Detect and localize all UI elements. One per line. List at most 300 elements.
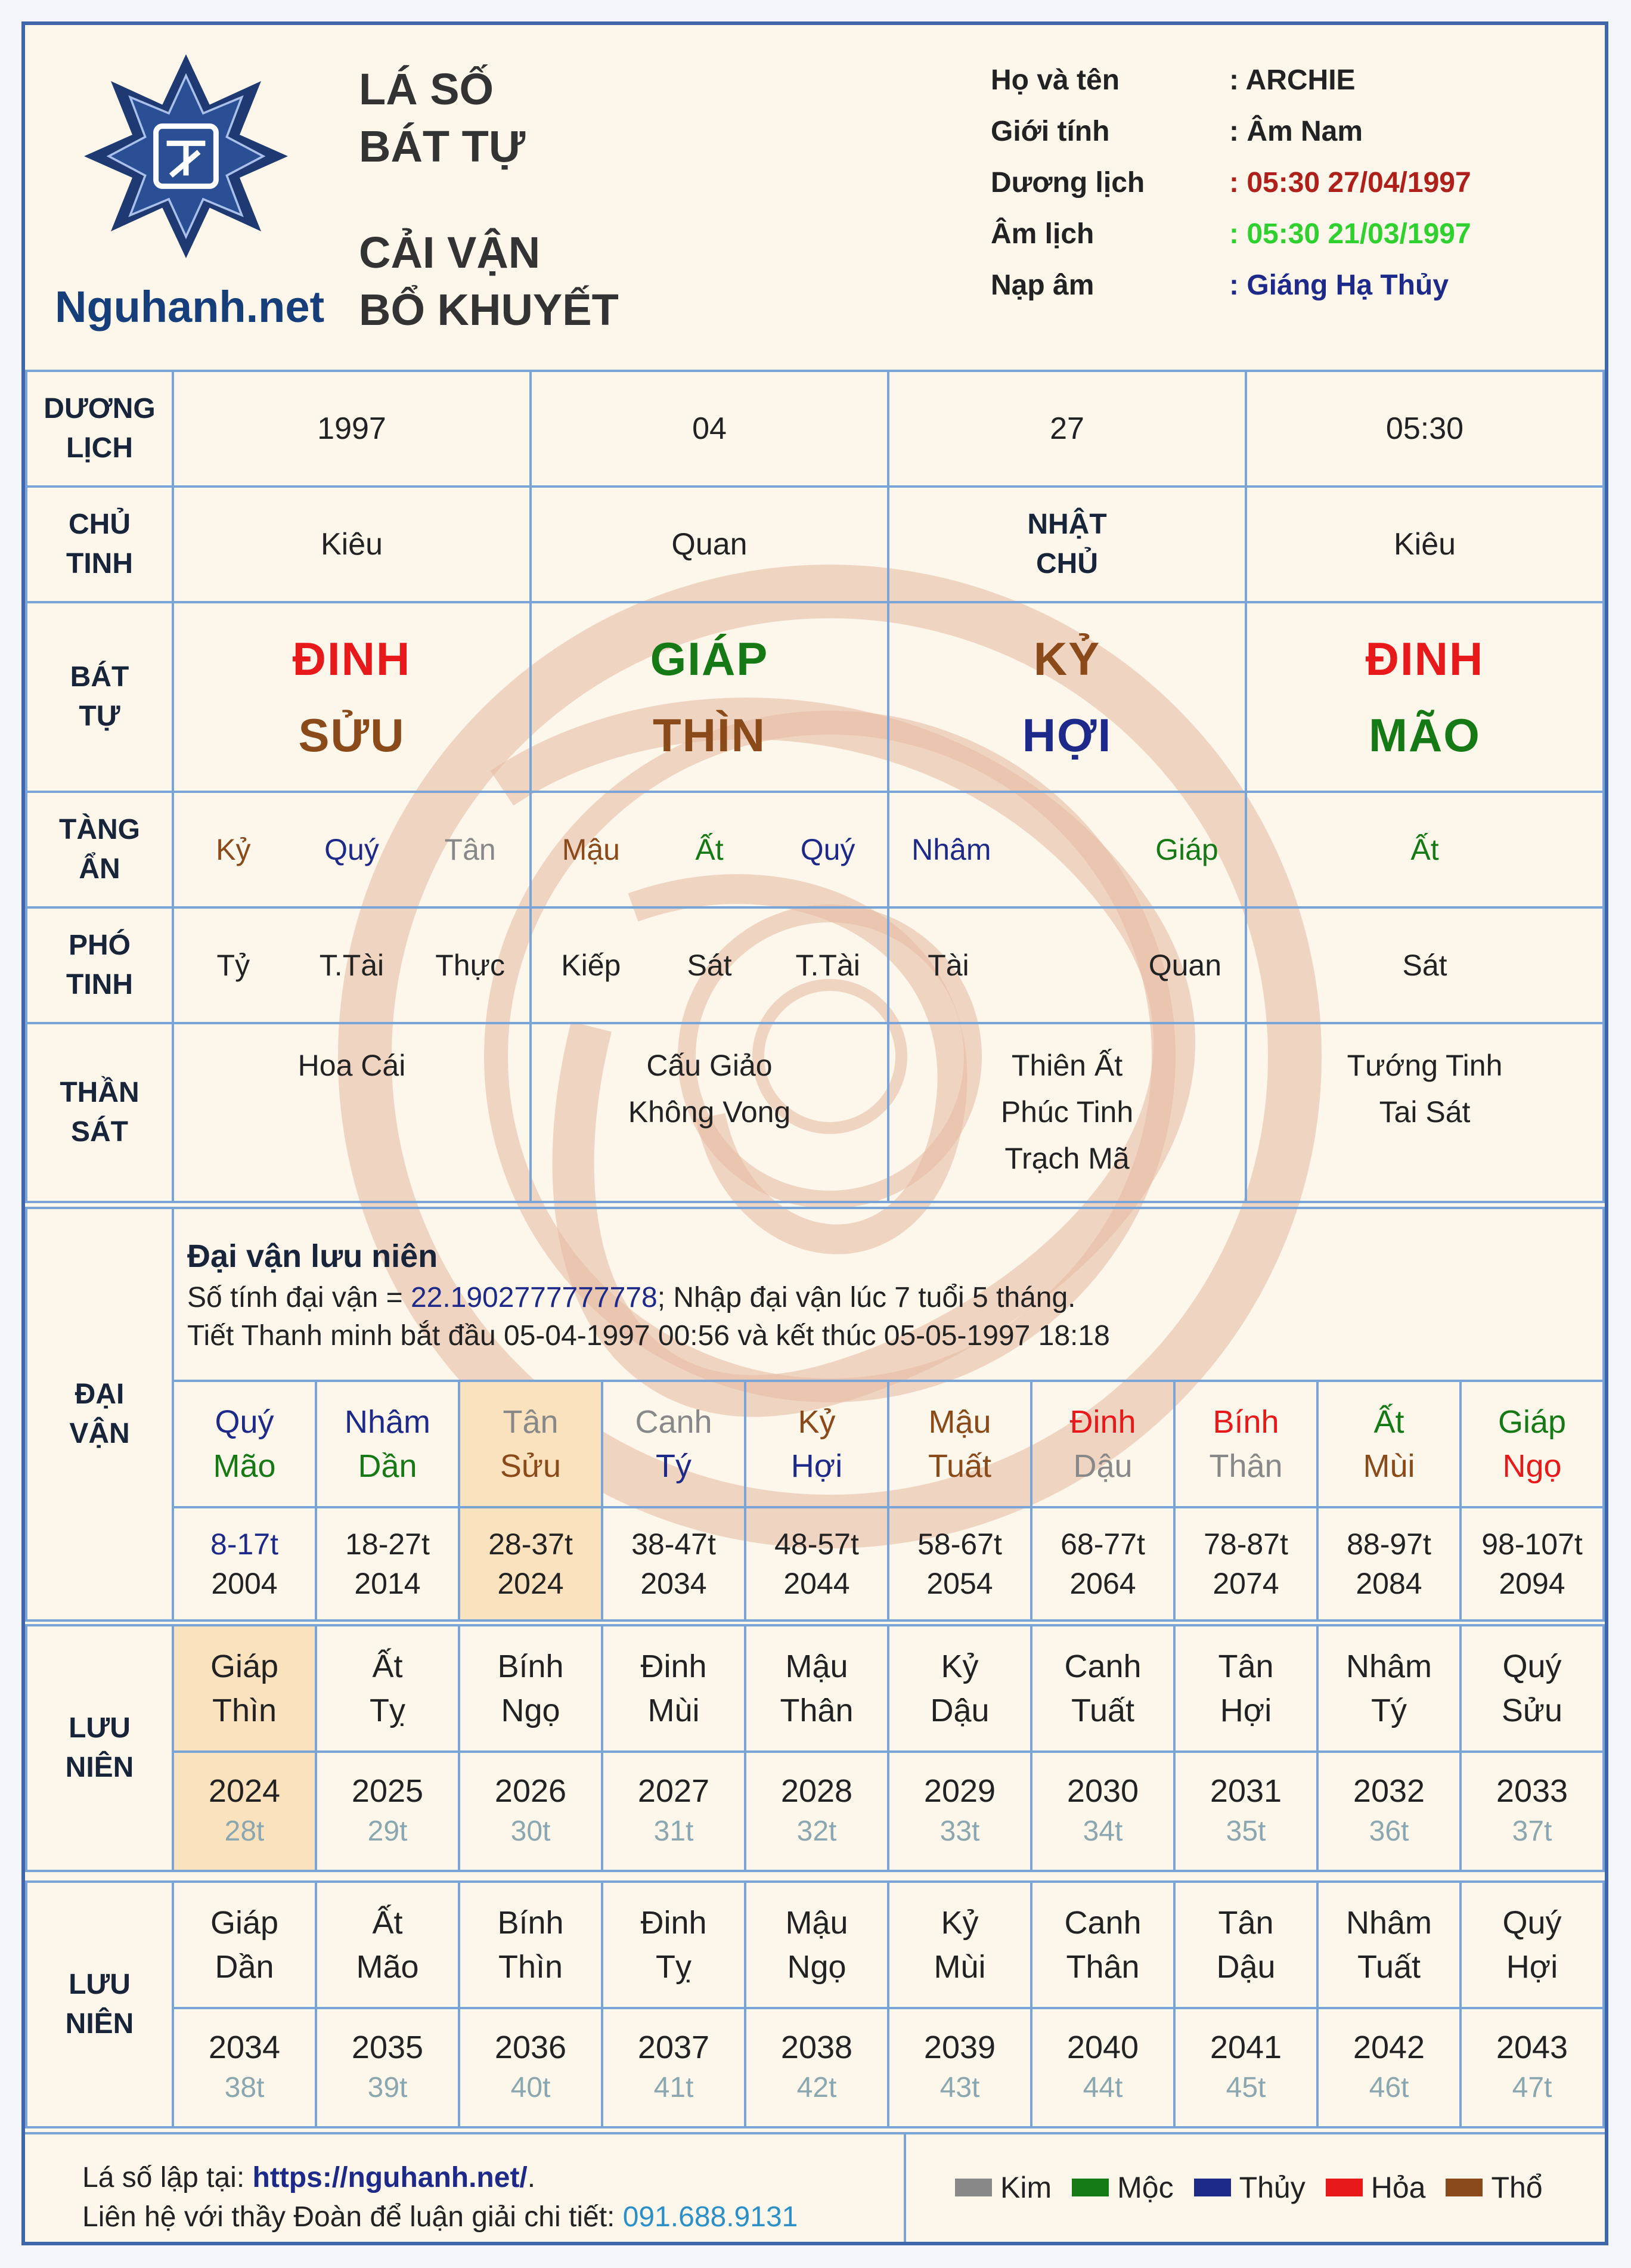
pillar-chi: HỢI: [1022, 709, 1112, 761]
title-line-3: CẢI VẬN: [359, 228, 541, 277]
luu-nien-block-1: [25, 1624, 1605, 1872]
dai-van-year: 2034: [640, 1567, 707, 1600]
row-tang-an: [26, 792, 1604, 907]
info-label: Âm lịch: [991, 218, 1094, 250]
dai-van-label-word: ĐẠI: [75, 1378, 125, 1410]
bat-tu-label: [26, 602, 173, 792]
luu-nien-canchi: [1174, 1625, 1317, 1752]
luu-nien-table-2: [25, 1880, 1605, 2128]
row-bat-tu: [26, 602, 1604, 792]
luu-nien-canchi: [1031, 1882, 1174, 2008]
pillar-can: ĐINH: [1365, 633, 1484, 685]
luu-nien-year-cell: [1461, 1752, 1604, 1871]
dai-van-year: 2094: [1499, 1567, 1565, 1600]
luu-nien-can: Mậu: [785, 1905, 848, 1941]
luu-nien-canchi: [173, 1882, 316, 2008]
row-duong-lich: [26, 371, 1604, 487]
dai-van-canchi: [173, 1381, 316, 1507]
pho-tinh-item: Tỷ: [216, 949, 250, 982]
luu-nien-can: Ất: [372, 1649, 403, 1684]
dai-van-can: Giáp: [1497, 1404, 1567, 1440]
luu-nien-age: 32t: [796, 1815, 837, 1847]
luu-nien-chi: Dần: [215, 1949, 274, 1985]
dai-van-age-cell: [1461, 1507, 1604, 1621]
dai-van-table: [25, 1207, 1605, 1622]
info-label: Nạp âm: [991, 269, 1094, 301]
tang-an-label: [26, 792, 173, 907]
pho-tinh-item: T.Tài: [795, 949, 860, 982]
title-line-4: BỔ KHUYẾT: [359, 285, 619, 334]
than-sat-item: Không Vong: [628, 1095, 791, 1129]
info-row: [991, 209, 1587, 260]
legend-item: [1194, 2170, 1306, 2205]
luu-nien-year-cell: [745, 2008, 888, 2127]
than-sat-label: [26, 1023, 173, 1202]
luu-nien-age: 46t: [1369, 2072, 1409, 2103]
bat-tu-label-word: BÁT: [70, 661, 129, 693]
tang-an-item: Kỷ: [216, 833, 251, 866]
luu-nien-can: Bính: [497, 1905, 564, 1941]
website-link[interactable]: https://nguhanh.net/: [252, 2162, 528, 2193]
pho-tinh-item: Sát: [687, 949, 732, 982]
than-sat-item: Thiên Ất: [1011, 1049, 1123, 1082]
legend-item: [1326, 2170, 1426, 2205]
luu-nien-chi: Ngọ: [501, 1693, 560, 1728]
tang-an-cell: [1246, 792, 1604, 907]
luu-nien-age: 33t: [939, 1815, 980, 1847]
dai-van-label: [26, 1208, 173, 1621]
luu-nien-label-word: NIÊN: [65, 2008, 134, 2040]
legend-item: [1072, 2170, 1173, 2205]
logo-text: Nguhanh.net: [55, 282, 325, 331]
luu-nien-age: 42t: [796, 2072, 837, 2103]
pillar: [173, 602, 531, 792]
luu-nien-year: 2032: [1353, 1773, 1425, 1809]
luu-nien-chi: Tuất: [1357, 1949, 1421, 1985]
luu-nien-can: Đinh: [640, 1649, 707, 1684]
luu-nien-year: 2042: [1353, 2030, 1425, 2065]
luu-nien-age: 35t: [1226, 1815, 1266, 1847]
luu-nien-canchi: [1317, 1625, 1461, 1752]
dai-van-age: 98-107t: [1481, 1528, 1583, 1561]
pillar-chi: MÃO: [1369, 709, 1481, 761]
pho-tinh-cell: [1246, 907, 1604, 1023]
luu-nien-canchi: [1031, 1625, 1174, 1752]
legend-item: [955, 2170, 1052, 2205]
luu-nien-year: 2030: [1066, 1773, 1139, 1809]
luu-nien-age: 41t: [653, 2072, 694, 2103]
pho-tinh-item: Tài: [928, 949, 969, 982]
dai-van-age: 8-17t: [210, 1528, 278, 1561]
luu-nien-year: 2036: [494, 2030, 567, 2065]
chart-sheet: [21, 21, 1608, 2245]
info-row: [991, 260, 1587, 311]
luu-nien-age: 30t: [510, 1815, 551, 1847]
luu-nien-canchi: [173, 1625, 316, 1752]
dai-van-can: Canh: [635, 1404, 712, 1440]
luu-nien-can: Mậu: [785, 1649, 848, 1684]
dai-van-year: 2004: [211, 1567, 278, 1600]
luu-nien-year-cell: [316, 1752, 459, 1871]
tang-an-cell: [173, 792, 531, 907]
luu-nien-chi: Hợi: [1506, 1949, 1558, 1985]
pho-tinh-label-word: PHÓ: [68, 929, 131, 961]
info-value: : Giáng Hạ Thủy: [1229, 269, 1449, 301]
chu-tinh-value: Quan: [531, 487, 888, 602]
dai-van-age-cell: [745, 1507, 888, 1621]
dai-van-can: Ất: [1373, 1404, 1404, 1440]
pillars-table: [25, 370, 1605, 1203]
luu-nien-year-cell: [745, 1752, 888, 1871]
luu-nien-label-1: [26, 1625, 173, 1871]
luu-nien-table-1: [25, 1624, 1605, 1872]
dai-van-chi: Mão: [213, 1448, 276, 1484]
dai-van-chi: Hợi: [790, 1448, 843, 1484]
luu-nien-can: Ất: [372, 1905, 403, 1941]
luu-nien-age: 36t: [1369, 1815, 1409, 1847]
luu-nien-age: 37t: [1512, 1815, 1552, 1847]
dai-van-can: Kỷ: [798, 1404, 836, 1440]
duong-lich-value: 04: [531, 371, 888, 487]
title-line-1: LÁ SỐ: [359, 64, 494, 114]
duong-lich-value: 1997: [173, 371, 531, 487]
luu-nien-age: 38t: [224, 2072, 265, 2103]
dai-van-can: Bính: [1213, 1404, 1279, 1440]
luu-nien-year-cell: [1174, 1752, 1317, 1871]
legend-label: Thổ: [1491, 2171, 1543, 2204]
dai-van-canchi: [316, 1381, 459, 1507]
dai-van-canchi: [459, 1381, 602, 1507]
luu-nien-chi: Thìn: [212, 1693, 277, 1728]
duong-lich-label-word: DƯƠNG: [44, 393, 156, 425]
dai-van-age-cell: [1317, 1507, 1461, 1621]
pillar: [888, 602, 1246, 792]
pho-tinh-cell: [888, 907, 1246, 1023]
luu-nien-chi: Ngọ: [787, 1949, 846, 1985]
dai-van-chi: Dậu: [1073, 1448, 1133, 1484]
dai-van-calc-post: ; Nhập đại vận lúc 7 tuổi 5 tháng.: [657, 1282, 1076, 1313]
luu-nien-canchi: [316, 1625, 459, 1752]
tang-an-cell: [531, 792, 888, 907]
footer-period: .: [527, 2162, 536, 2193]
luu-nien-year-cell: [888, 2008, 1031, 2127]
luu-nien-canchi: [1461, 1882, 1604, 2008]
dai-van-canchi: [602, 1381, 745, 1507]
luu-nien-can: Nhâm: [1345, 1649, 1432, 1684]
pillar-can: ĐINH: [292, 633, 411, 685]
luu-nien-can: Tân: [1218, 1905, 1274, 1941]
luu-nien-year: 2025: [351, 1773, 424, 1809]
luu-nien-chi: Tỵ: [370, 1693, 405, 1728]
dai-van-canchi: [1317, 1381, 1461, 1507]
dai-van-year: 2014: [354, 1567, 421, 1600]
contact-label: Liên hệ với thầy Đoàn để luận giải chi tiết:: [82, 2201, 623, 2233]
legend-label: Thủy: [1239, 2171, 1306, 2204]
dai-van-age: 68-77t: [1061, 1528, 1145, 1561]
luu-nien-year-cell: [173, 2008, 316, 2127]
dai-van-year: 2044: [783, 1567, 850, 1600]
dai-van-can: Nhâm: [344, 1404, 431, 1440]
chu-tinh-value: Kiêu: [173, 487, 531, 602]
dai-van-canchi: [888, 1381, 1031, 1507]
luu-nien-year: 2024: [208, 1773, 281, 1809]
dai-van-age: 28-37t: [488, 1528, 573, 1561]
dai-van-age: 38-47t: [631, 1528, 716, 1561]
luu-nien-label-word: NIÊN: [65, 1752, 134, 1783]
luu-nien-year: 2035: [351, 2030, 424, 2065]
luu-nien-canchi: [602, 1625, 745, 1752]
dai-van-age-cell: [888, 1507, 1031, 1621]
luu-nien-age: 47t: [1512, 2072, 1552, 2103]
legend-swatch: [1194, 2179, 1231, 2196]
info-label: Họ và tên: [991, 64, 1120, 96]
info-value: : ARCHIE: [1229, 64, 1356, 96]
luu-nien-year: 2039: [923, 2030, 996, 2065]
luu-nien-year-cell: [459, 2008, 602, 2127]
dai-van-age-cell: [1031, 1507, 1174, 1621]
pho-tinh-group: [174, 948, 529, 983]
dai-van-age-cell: [316, 1507, 459, 1621]
info-label: Dương lịch: [991, 167, 1145, 199]
luu-nien-canchi: [1317, 1882, 1461, 2008]
luu-nien-year-cell: [1031, 2008, 1174, 2127]
tang-an-item: Ất: [695, 833, 724, 866]
luu-nien-year: 2031: [1210, 1773, 1282, 1809]
legend-label: Mộc: [1117, 2171, 1174, 2204]
tang-an-cell: [888, 792, 1246, 907]
tang-an-label-word: TÀNG: [59, 814, 140, 845]
pho-tinh-group: [532, 948, 887, 983]
luu-nien-can: Quý: [1502, 1905, 1562, 1941]
legend-item: [1446, 2170, 1542, 2205]
legend-label: Hỏa: [1370, 2171, 1426, 2204]
luu-nien-age: 44t: [1083, 2072, 1123, 2103]
element-legend: [955, 2170, 1543, 2205]
info-row: [991, 55, 1587, 106]
luu-nien-year-cell: [1317, 2008, 1461, 2127]
dai-van-canchi: [745, 1381, 888, 1507]
dai-van-chi: Tuất: [928, 1448, 992, 1484]
dai-van-year: 2084: [1356, 1567, 1422, 1600]
chu-tinh-label-word: CHỦ: [69, 509, 131, 540]
dai-van-year: 2064: [1069, 1567, 1136, 1600]
luu-nien-year: 2041: [1210, 2030, 1282, 2065]
luu-nien-canchi: [1461, 1625, 1604, 1752]
pho-tinh-group: [889, 948, 1245, 983]
pillars-table-block: [25, 370, 1605, 1203]
dai-van-can: Mậu: [928, 1404, 991, 1440]
header: [25, 25, 1605, 370]
pillar-can: GIÁP: [650, 633, 769, 685]
luu-nien-year-cell: [173, 1752, 316, 1871]
luu-nien-age: 31t: [653, 1815, 694, 1847]
luu-nien-canchi: [745, 1882, 888, 2008]
luu-nien-chi: Thìn: [498, 1949, 563, 1985]
luu-nien-age: 28t: [224, 1815, 265, 1847]
tang-an-label-word: ẨN: [79, 853, 120, 885]
than-sat-item: Hoa Cái: [297, 1049, 406, 1082]
tang-an-item: Giáp: [1155, 833, 1218, 866]
dai-van-can: Quý: [215, 1404, 274, 1440]
dai-van-chi: Ngọ: [1502, 1448, 1562, 1484]
luu-nien-year-cell: [888, 1752, 1031, 1871]
than-sat-cell: [173, 1023, 531, 1202]
dai-van-label-word: VẬN: [69, 1418, 130, 1449]
luu-nien-label-word: LƯU: [69, 1712, 131, 1744]
tang-an-group: [1247, 832, 1602, 867]
dai-van-age: 18-27t: [345, 1528, 430, 1561]
dai-van-age-cell: [602, 1507, 745, 1621]
luu-nien-year-cell: [602, 2008, 745, 2127]
dai-van-age: 58-67t: [917, 1528, 1002, 1561]
dai-van-can: Đinh: [1069, 1404, 1136, 1440]
luu-nien-year-cell: [1317, 1752, 1461, 1871]
dai-van-year: 2074: [1213, 1567, 1279, 1600]
dai-van-info: [173, 1208, 1604, 1381]
tang-an-item: [1035, 832, 1107, 867]
luu-nien-age: 45t: [1226, 2072, 1266, 2103]
luu-nien-chi: Dậu: [930, 1693, 990, 1728]
legend-swatch: [1446, 2179, 1483, 2196]
than-sat-label-word: THẦN: [60, 1077, 139, 1108]
than-sat-cell: [531, 1023, 888, 1202]
pho-tinh-label: [26, 907, 173, 1023]
luu-nien-year: 2026: [494, 1773, 567, 1809]
luu-nien-year: 2038: [780, 2030, 853, 2065]
pho-tinh-label-word: TINH: [66, 969, 133, 1000]
luu-nien-age: 34t: [1083, 1815, 1123, 1847]
dai-van-calc: [187, 1279, 1602, 1317]
pillar-chi: THÌN: [653, 709, 766, 761]
duong-lich-label: [26, 371, 173, 487]
luu-nien-canchi: [459, 1625, 602, 1752]
dai-van-calc-value: 22.1902777777778: [410, 1282, 658, 1313]
chu-tinh-value: Kiêu: [1246, 487, 1604, 602]
luu-nien-year: 2029: [923, 1773, 996, 1809]
luu-nien-age: 29t: [367, 1815, 408, 1847]
pho-tinh-item: Kiếp: [561, 949, 621, 982]
nhat-chu-word: CHỦ: [1036, 548, 1098, 580]
dai-van-chi: Mùi: [1363, 1448, 1415, 1484]
pillar-chi: SỬU: [298, 709, 405, 761]
phone-link[interactable]: 091.688.9131: [622, 2201, 798, 2233]
luu-nien-can: Giáp: [210, 1905, 279, 1941]
luu-nien-can: Bính: [497, 1649, 564, 1684]
pho-tinh-item: Quan: [1148, 949, 1222, 982]
info-row: [991, 157, 1587, 209]
dai-van-can: Tân: [503, 1404, 559, 1440]
pho-tinh-item: [1031, 948, 1102, 983]
dai-van-chi: Thân: [1209, 1448, 1283, 1484]
nhat-chu-word: NHẬT: [1027, 509, 1107, 540]
footer-label: Lá số lập tại:: [82, 2162, 253, 2193]
title-block: [359, 61, 619, 339]
than-sat-cell: [888, 1023, 1246, 1202]
luu-nien-year: 2027: [637, 1773, 710, 1809]
logo-star-icon: [79, 49, 293, 264]
luu-nien-chi: Thân: [1066, 1949, 1140, 1985]
luu-nien-year-cell: [1031, 1752, 1174, 1871]
luu-nien-year-cell: [1174, 2008, 1317, 2127]
legend-swatch: [1326, 2179, 1363, 2196]
dai-van-tiet: Tiết Thanh minh bắt đầu 05-04-1997 00:56 và kết thúc 05-05-1997 18:18: [187, 1320, 1110, 1352]
dai-van-age: 88-97t: [1347, 1528, 1431, 1561]
dai-van-heading: Đại vận lưu niên: [187, 1238, 438, 1274]
pillar-can: KỶ: [1033, 633, 1101, 685]
pho-tinh-group: [1247, 948, 1602, 983]
pillar: [531, 602, 888, 792]
duong-lich-value: 27: [888, 371, 1246, 487]
luu-nien-chi: Mùi: [647, 1693, 700, 1728]
luu-nien-chi: Sửu: [1501, 1693, 1563, 1728]
than-sat-item: Cấu Giảo: [646, 1049, 773, 1082]
info-value: : 05:30 27/04/1997: [1229, 167, 1471, 199]
tang-an-item: Quý: [800, 833, 855, 866]
chu-tinh-label-word: TINH: [66, 548, 133, 580]
luu-nien-canchi: [745, 1625, 888, 1752]
luu-nien-can: Quý: [1502, 1649, 1562, 1684]
luu-nien-year: 2028: [780, 1773, 853, 1809]
tang-an-item: Quý: [324, 833, 379, 866]
tang-an-item: Mậu: [562, 833, 620, 866]
legend-swatch: [1072, 2179, 1109, 2196]
personal-info: [991, 55, 1587, 311]
luu-nien-can: Tân: [1218, 1649, 1274, 1684]
luu-nien-year-cell: [459, 1752, 602, 1871]
luu-nien-canchi: [316, 1882, 459, 2008]
pho-tinh-item: T.Tài: [319, 949, 385, 982]
dai-van-chi: Sửu: [500, 1448, 562, 1484]
luu-nien-chi: Mão: [356, 1949, 419, 1985]
than-sat-item: Tướng Tinh: [1347, 1049, 1503, 1082]
than-sat-item: Phúc Tinh: [1000, 1095, 1134, 1129]
pillar: [1246, 602, 1604, 792]
luu-nien-canchi: [459, 1882, 602, 2008]
luu-nien-year-cell: [316, 2008, 459, 2127]
row-pho-tinh: [26, 907, 1604, 1023]
luu-nien-year: 2037: [637, 2030, 710, 2065]
luu-nien-can: Nhâm: [1345, 1905, 1432, 1941]
luu-nien-can: Kỷ: [941, 1905, 979, 1941]
dai-van-age-cell: [1174, 1507, 1317, 1621]
nhat-chu-label: [888, 487, 1246, 602]
dai-van-year: 2054: [926, 1567, 993, 1600]
luu-nien-can: Kỷ: [941, 1649, 979, 1684]
chu-tinh-label: [26, 487, 173, 602]
luu-nien-can: Canh: [1064, 1649, 1142, 1684]
luu-nien-canchi: [888, 1882, 1031, 2008]
luu-nien-year-cell: [1461, 2008, 1604, 2127]
info-label: Giới tính: [991, 116, 1110, 147]
dai-van-calc-pre: Số tính đại vận =: [187, 1282, 411, 1313]
luu-nien-can: Đinh: [640, 1905, 707, 1941]
legend-label: Kim: [1000, 2171, 1052, 2204]
luu-nien-chi: Tý: [1371, 1693, 1407, 1728]
footer-text: [82, 2158, 798, 2237]
luu-nien-chi: Dậu: [1216, 1949, 1276, 1985]
pho-tinh-cell: [531, 907, 888, 1023]
than-sat-item: Trạch Mã: [1004, 1142, 1130, 1175]
info-value: : Âm Nam: [1229, 116, 1363, 147]
pho-tinh-item: Sát: [1402, 949, 1447, 982]
luu-nien-year: 2033: [1496, 1773, 1568, 1809]
dai-van-year: 2024: [497, 1567, 564, 1600]
dai-van-age: 48-57t: [774, 1528, 859, 1561]
luu-nien-canchi: [1174, 1882, 1317, 2008]
luu-nien-chi: Thân: [780, 1693, 854, 1728]
luu-nien-age: 43t: [939, 2072, 980, 2103]
luu-nien-year: 2034: [208, 2030, 281, 2065]
